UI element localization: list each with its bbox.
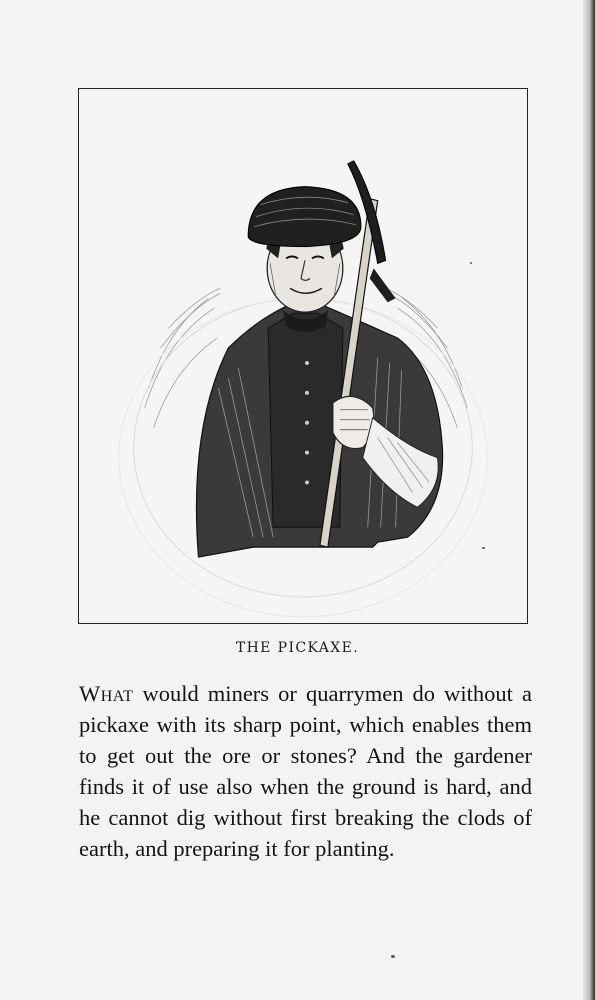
paragraph-text: would miners or quarrymen do without a pickaxe with its sharp point, which enables them to get out the ore or stones? And the gardener finds it of use also when the ground is hard, and he cannot dig without first breaking the clods of earth, and preparing it for planting.	[79, 681, 532, 861]
engraving-man-with-pickaxe-icon	[79, 89, 527, 623]
illustration-caption: THE PICKAXE.	[235, 640, 360, 656]
page-edge-shadow	[583, 0, 595, 1000]
illustration-plate	[78, 88, 528, 624]
paper-speck	[482, 547, 485, 549]
paragraph-lead-word: What	[79, 681, 134, 706]
body-paragraph	[79, 678, 532, 864]
paper-speck	[391, 955, 395, 958]
paper-speck	[470, 262, 472, 264]
